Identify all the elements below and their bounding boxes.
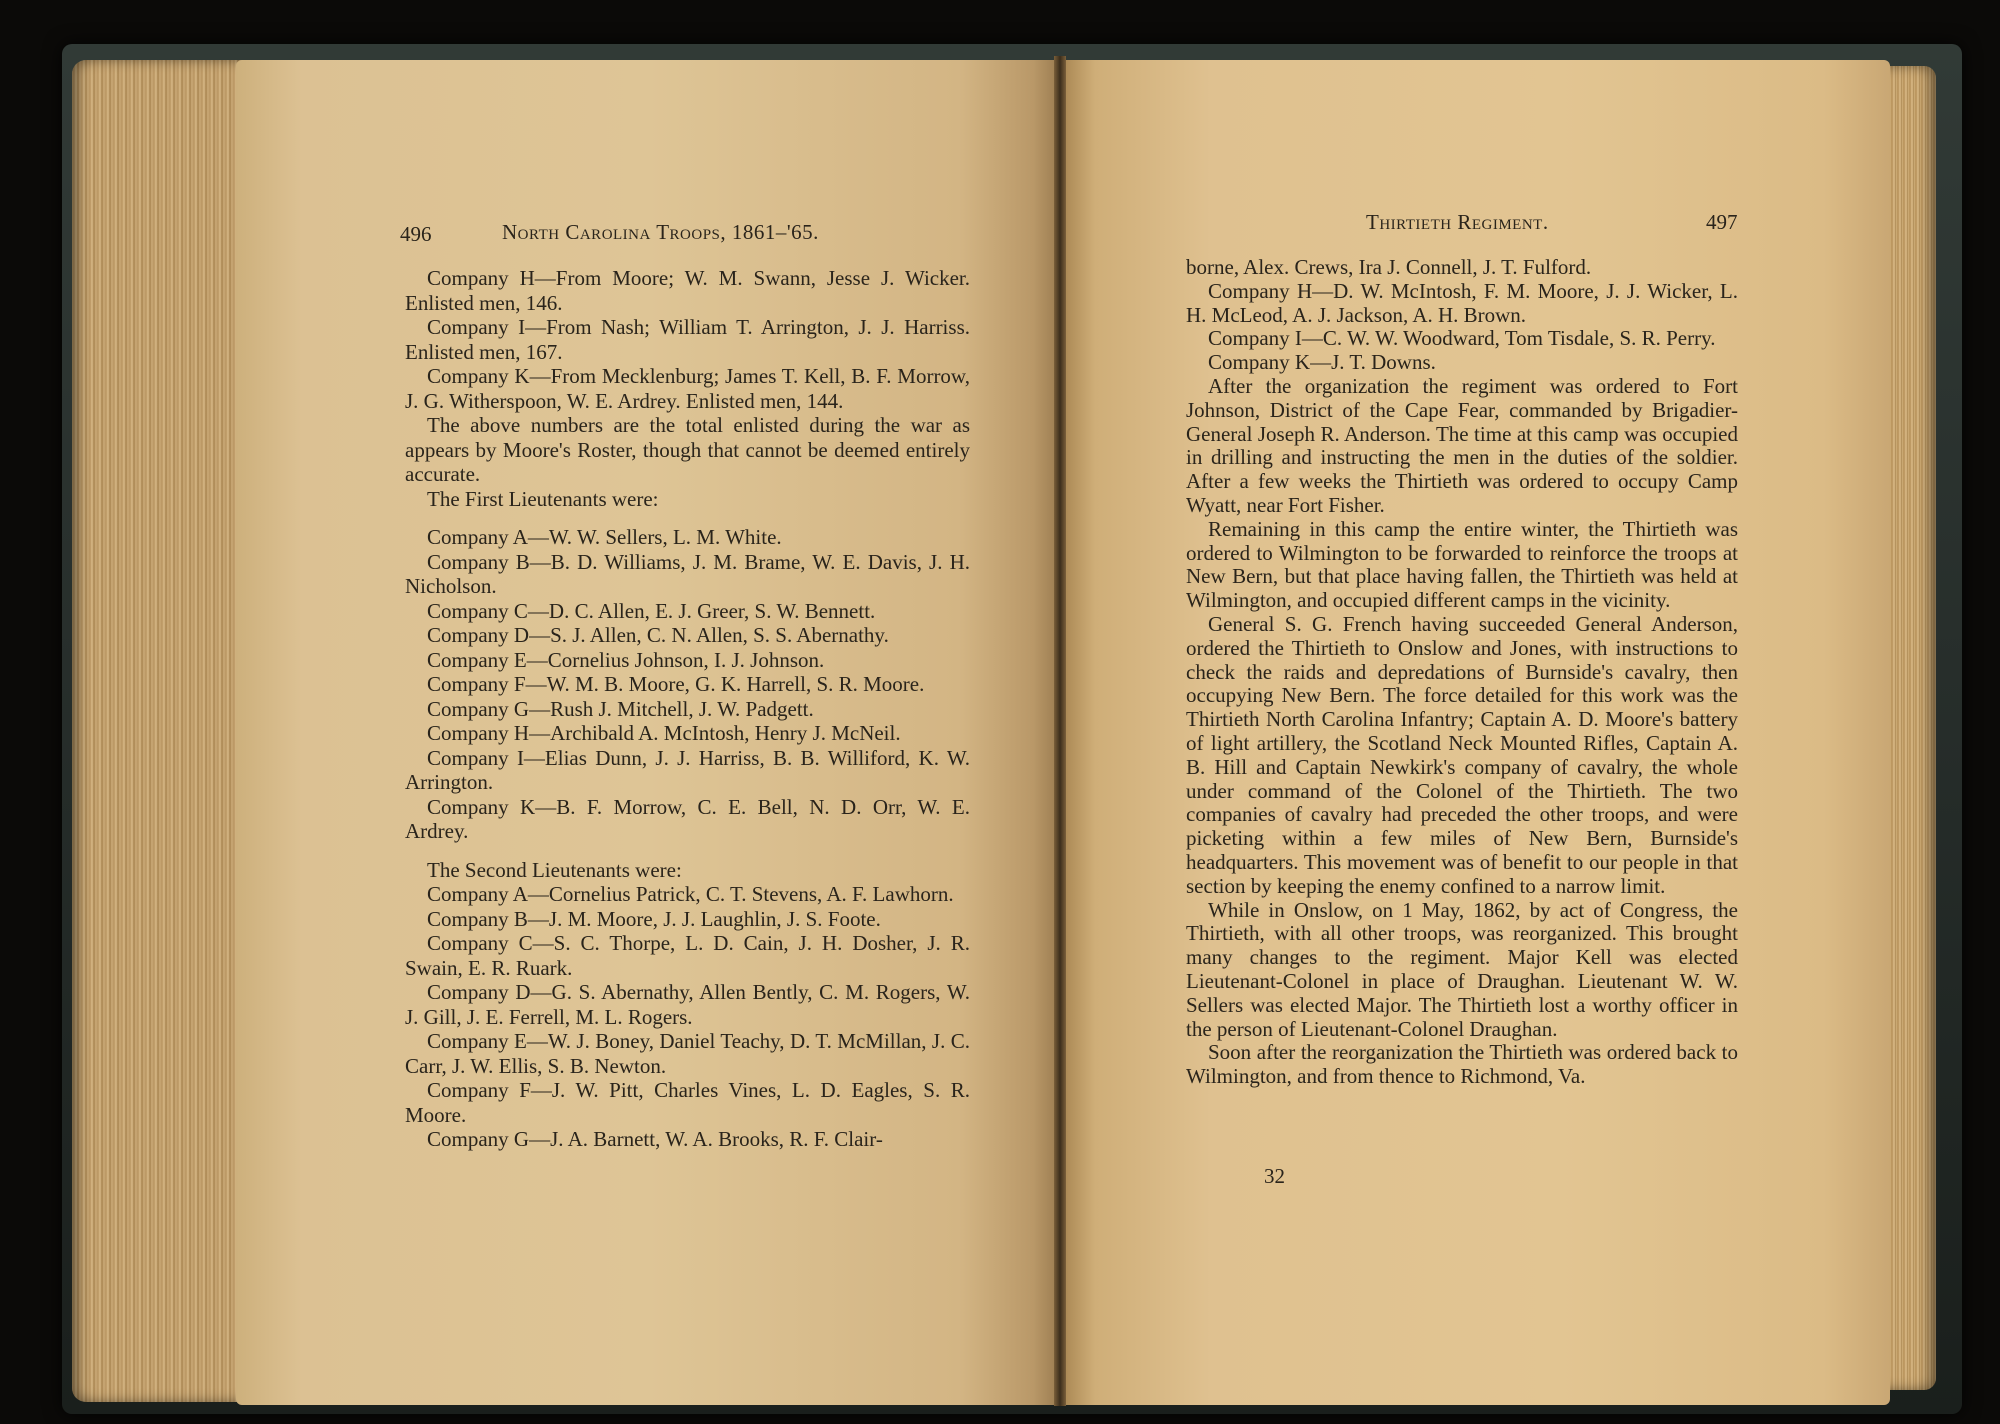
paragraph: Company K—From Mecklenburg; James T. Kell, B. F. Morrow, J. G. Witherspoon, W. E. Ardrey. Enlisted men, 144. bbox=[405, 364, 970, 413]
list-item: Company A—Cornelius Patrick, C. T. Stevens, A. F. Lawhorn. bbox=[427, 882, 954, 906]
left-page-body bbox=[405, 266, 970, 1152]
list-item: Company G—Rush J. Mitchell, J. W. Padgett. bbox=[427, 696, 814, 721]
section-heading: The First Lieutenants were: bbox=[427, 486, 659, 511]
list-item: Company F—W. M. B. Moore, G. K. Harrell, S. R. Moore. bbox=[427, 672, 925, 696]
list-item: Company K—B. F. Morrow, C. E. Bell, N. D. Orr, W. E. Ardrey. bbox=[405, 794, 970, 843]
paragraph: Company H—From Moore; W. M. Swann, Jesse J. Wicker. Enlisted men, 146. bbox=[405, 266, 970, 315]
list-item: Company H—Archibald A. McIntosh, Henry J. McNeil. bbox=[427, 721, 901, 745]
list-item: Company K—J. T. Downs. bbox=[1208, 350, 1436, 375]
list-item: Company C—S. C. Thorpe, L. D. Cain, J. H. Dosher, J. R. Swain, E. R. Ruark. bbox=[405, 931, 970, 980]
left-running-title: North Carolina Troops, 1861–'65. bbox=[502, 220, 819, 244]
paragraph: Remaining in this camp the entire winter, the Thirtieth was ordered to Wilmington to be forwarded to reinforce the troops at New Bern, but that place having fallen, the Thirtieth was held at Wilmington, and occupied different camps in the vicinity. bbox=[1186, 516, 1738, 613]
list-item: Company D—G. S. Abernathy, Allen Bently, C. M. Rogers, W. J. Gill, J. E. Ferrell, M. L. Rogers. bbox=[405, 980, 970, 1029]
paragraph: While in Onslow, on 1 May, 1862, by act of Congress, the Thirtieth, with all other troops, was reorganized. This brought many changes to the regiment. Major Kell was elected Lieutenant-Colonel in place of Draughan. Lieutenant W. W. Sellers was elected Major. The Thirtieth lost a worthy officer in the person of Lieutenant-Colonel Draughan. bbox=[1186, 897, 1738, 1041]
paragraph: Company I—From Nash; William T. Arrington, J. J. Harriss. Enlisted men, 167. bbox=[405, 315, 970, 364]
list-item: Company H—D. W. McIntosh, F. M. Moore, J. J. Wicker, L. H. McLeod, A. J. Jackson, A. H. Brown. bbox=[1186, 278, 1738, 327]
right-page-number: 497 bbox=[1706, 210, 1738, 234]
paragraph: The above numbers are the total enlisted during the war as appears by Moore's Roster, though that cannot be deemed entirely accurate. bbox=[405, 413, 970, 486]
list-item: Company E—W. J. Boney, Daniel Teachy, D. T. McMillan, J. C. Carr, J. W. Ellis, S. B. Newton. bbox=[405, 1029, 970, 1078]
left-page-edges bbox=[72, 60, 242, 1402]
list-item: Company F—J. W. Pitt, Charles Vines, L. D. Eagles, S. R. Moore. bbox=[405, 1078, 970, 1127]
left-page-number: 496 bbox=[400, 222, 432, 246]
list-item: Company I—Elias Dunn, J. J. Harriss, B. B. Williford, K. W. Arrington. bbox=[405, 745, 970, 794]
signature-mark: 32 bbox=[1264, 1164, 1285, 1188]
list-item: Company A—W. W. Sellers, L. M. White. bbox=[427, 525, 782, 549]
list-item: Company D—S. J. Allen, C. N. Allen, S. S. Abernathy. bbox=[427, 623, 889, 647]
book-gutter bbox=[1054, 56, 1066, 1406]
list-item: Company E—Cornelius Johnson, I. J. Johnson. bbox=[427, 647, 825, 672]
list-item: Company I—C. W. W. Woodward, Tom Tisdale, S. R. Perry. bbox=[1208, 326, 1716, 351]
paragraph: General S. G. French having succeeded General Anderson, ordered the Thirtieth to Onslow and Jones, with instructions to check the raids and depredations of Burnside's cavalry, then occupying New Bern. The force detailed for this work was the Thirtieth North Carolina Infantry; Captain A. D. Moore's battery of light artillery, the Scotland Neck Mounted Rifles, Captain A. B. Hill and Captain Newkirk's company of cavalry, the whole under command of the Colonel of the Thirtieth. The two companies of cavalry had preceded the other troops, and were picketing within a few miles of New Bern, Burnside's headquarters. This movement was of benefit to our people in that section by keeping the enemy confined to a narrow limit. bbox=[1186, 611, 1738, 898]
list-item: Company B—J. M. Moore, J. J. Laughlin, J. S. Foote. bbox=[427, 906, 881, 931]
section-heading: The Second Lieutenants were: bbox=[427, 857, 682, 882]
list-item: Company B—B. D. Williams, J. M. Brame, W. E. Davis, J. H. Nicholson. bbox=[405, 549, 970, 598]
paragraph: After the organization the regiment was ordered to Fort Johnson, District of the Cape Fear, commanded by Brigadier-General Joseph R. Anderson. The time at this camp was occupied in drilling and instructing the men in the duties of the soldier. After a few weeks the Thirtieth was ordered to occupy Camp Wyatt, near Fort Fisher. bbox=[1186, 373, 1738, 517]
paragraph: Soon after the reorganization the Thirtieth was ordered back to Wilmington, and from thence to Richmond, Va. bbox=[1186, 1040, 1738, 1089]
list-item: Company G—J. A. Barnett, W. A. Brooks, R. F. Clair- bbox=[427, 1127, 883, 1151]
right-page-body bbox=[1186, 256, 1738, 1089]
list-item: Company C—D. C. Allen, E. J. Greer, S. W. Bennett. bbox=[427, 598, 876, 623]
right-running-title: Thirtieth Regiment. bbox=[1366, 210, 1549, 234]
paragraph: borne, Alex. Crews, Ira J. Connell, J. T. Fulford. bbox=[1186, 255, 1592, 279]
